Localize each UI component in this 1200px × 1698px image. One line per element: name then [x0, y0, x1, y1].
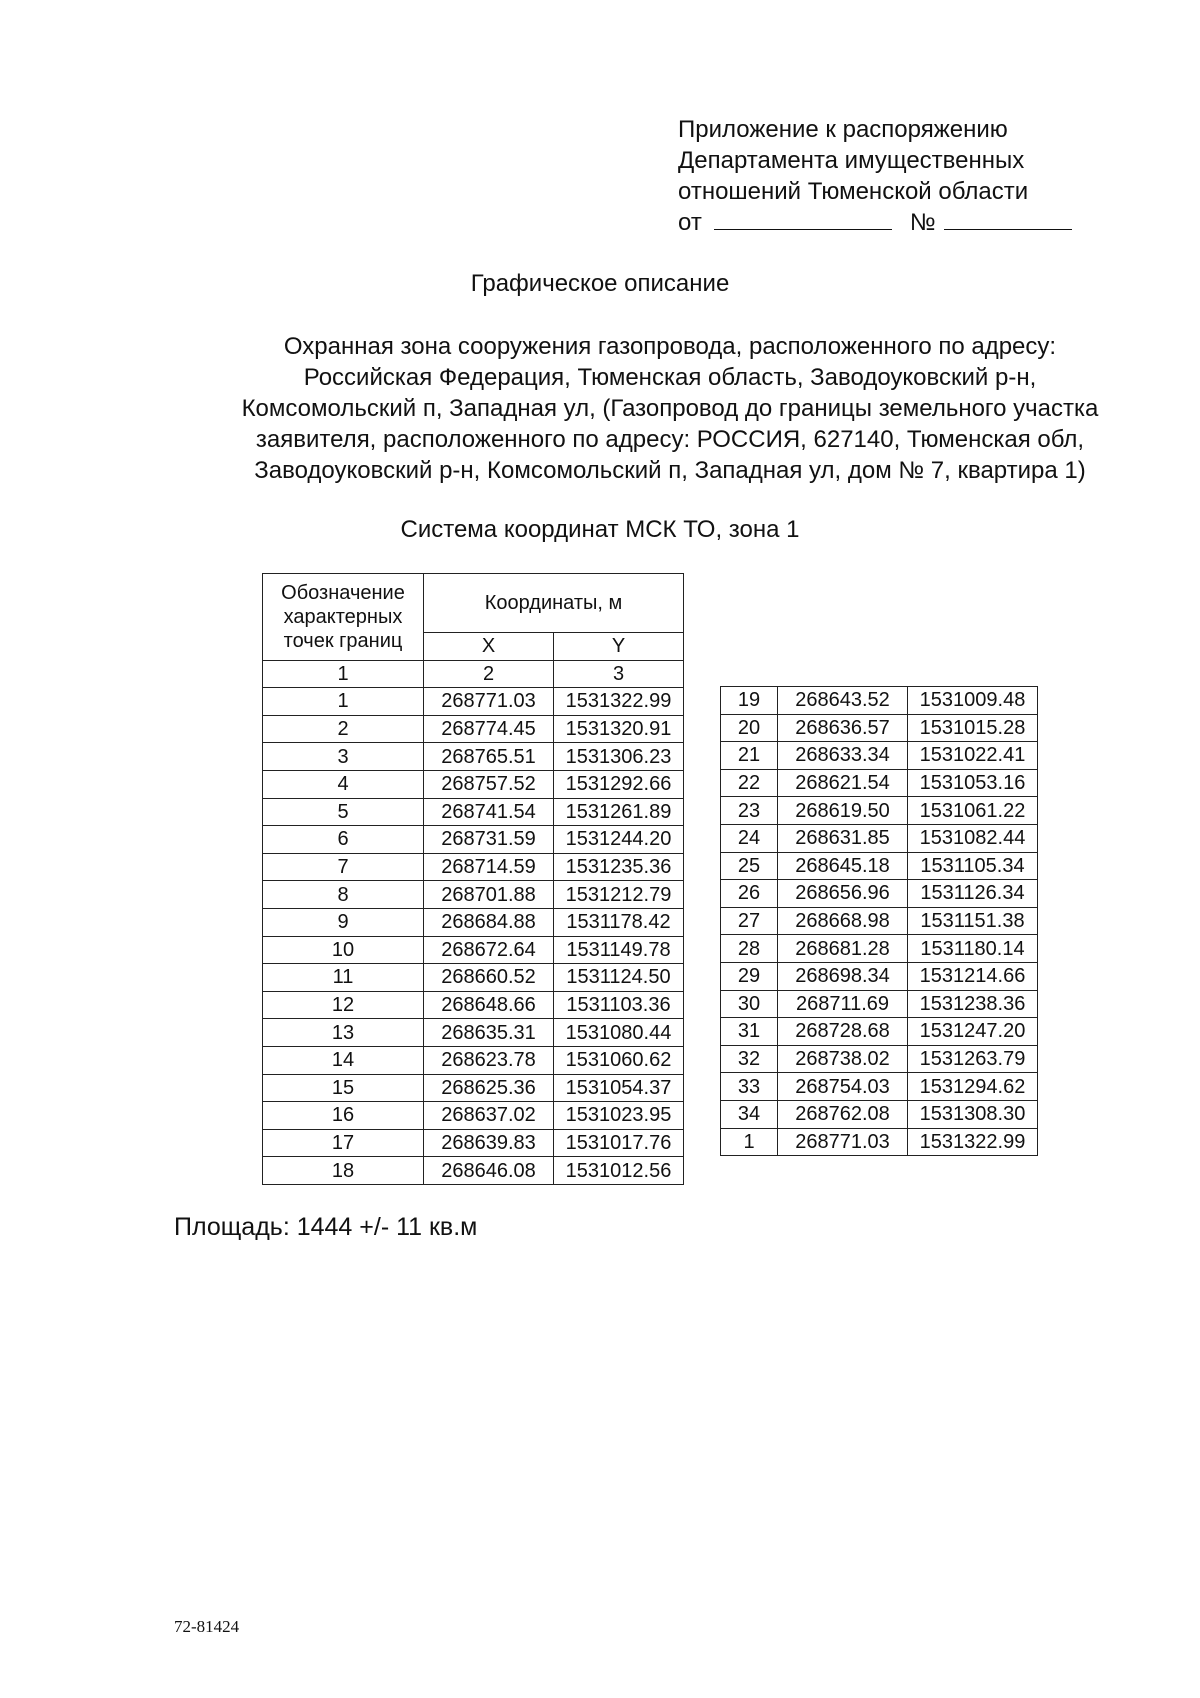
- y-coordinate-cell: 1531060.62: [554, 1046, 684, 1074]
- point-number-cell: 10: [263, 936, 424, 964]
- header-x: X: [424, 633, 554, 661]
- y-coordinate-cell: 1531023.95: [554, 1102, 684, 1130]
- table-row: [721, 1128, 1038, 1156]
- point-number-cell: 24: [721, 824, 778, 852]
- y-coordinate-cell: 1531212.79: [554, 881, 684, 909]
- table-row: [721, 907, 1038, 935]
- point-number-cell: 22: [721, 769, 778, 797]
- point-number-cell: 3: [263, 743, 424, 771]
- y-coordinate-cell: 1531322.99: [908, 1128, 1038, 1156]
- point-number-cell: 27: [721, 907, 778, 935]
- point-number-cell: 32: [721, 1045, 778, 1073]
- point-number-cell: 31: [721, 1018, 778, 1046]
- table-row: [721, 1045, 1038, 1073]
- description-line: Комсомольский п, Западная ул, (Газопровод до границы земельного участка: [241, 395, 1099, 422]
- column-number: 1: [263, 660, 424, 688]
- x-coordinate-cell: 268619.50: [778, 797, 908, 825]
- table-row: [721, 1073, 1038, 1101]
- point-number-cell: 34: [721, 1100, 778, 1128]
- y-coordinate-cell: 1531015.28: [908, 714, 1038, 742]
- point-number-cell: 1: [721, 1128, 778, 1156]
- x-coordinate-cell: 268643.52: [778, 687, 908, 715]
- point-number-cell: 12: [263, 991, 424, 1019]
- x-coordinate-cell: 268771.03: [778, 1128, 908, 1156]
- point-number-cell: 18: [263, 1157, 424, 1185]
- y-coordinate-cell: 1531105.34: [908, 852, 1038, 880]
- y-coordinate-cell: 1531178.42: [554, 908, 684, 936]
- table-row: [721, 962, 1038, 990]
- table-row: [721, 1100, 1038, 1128]
- coordinate-system: Система координат МСК ТО, зона 1: [400, 516, 800, 543]
- table-row: [263, 991, 684, 1019]
- table-row: [721, 714, 1038, 742]
- number-blank: [944, 209, 1072, 230]
- y-coordinate-cell: 1531126.34: [908, 880, 1038, 908]
- point-number-cell: 9: [263, 908, 424, 936]
- x-coordinate-cell: 268762.08: [778, 1100, 908, 1128]
- point-number-cell: 26: [721, 880, 778, 908]
- point-number-cell: 15: [263, 1074, 424, 1102]
- point-number-cell: 21: [721, 742, 778, 770]
- header-coordinates: Координаты, м: [424, 574, 684, 633]
- point-number-cell: 4: [263, 770, 424, 798]
- x-coordinate-cell: 268728.68: [778, 1018, 908, 1046]
- point-number-cell: 11: [263, 964, 424, 992]
- point-number-cell: 17: [263, 1129, 424, 1157]
- table-row: [263, 1157, 684, 1185]
- x-coordinate-cell: 268648.66: [424, 991, 554, 1019]
- y-coordinate-cell: 1531244.20: [554, 826, 684, 854]
- table-row: [721, 797, 1038, 825]
- y-coordinate-cell: 1531308.30: [908, 1100, 1038, 1128]
- y-coordinate-cell: 1531247.20: [908, 1018, 1038, 1046]
- x-coordinate-cell: 268656.96: [778, 880, 908, 908]
- date-prefix: от: [678, 209, 702, 236]
- y-coordinate-cell: 1531320.91: [554, 715, 684, 743]
- coordinates-table: [262, 573, 684, 1185]
- x-coordinate-cell: 268684.88: [424, 908, 554, 936]
- x-coordinate-cell: 268701.88: [424, 881, 554, 909]
- point-number-cell: 5: [263, 798, 424, 826]
- table-row: [263, 1074, 684, 1102]
- table-row: [721, 852, 1038, 880]
- y-coordinate-cell: 1531149.78: [554, 936, 684, 964]
- appendix-header: [678, 114, 1072, 238]
- x-coordinate-cell: 268714.59: [424, 853, 554, 881]
- x-coordinate-cell: 268681.28: [778, 935, 908, 963]
- appendix-date-number-line: [678, 207, 1072, 238]
- y-coordinate-cell: 1531238.36: [908, 990, 1038, 1018]
- point-number-cell: 2: [263, 715, 424, 743]
- x-coordinate-cell: 268633.34: [778, 742, 908, 770]
- point-number-cell: 6: [263, 826, 424, 854]
- appendix-line-2: Департамента имущественных: [678, 147, 1025, 174]
- description-line: Охранная зона сооружения газопровода, расположенного по адресу:: [283, 333, 1057, 360]
- table-row: [263, 688, 684, 716]
- document-code: 72-81424: [174, 1617, 240, 1636]
- point-number-cell: 7: [263, 853, 424, 881]
- x-coordinate-cell: 268731.59: [424, 826, 554, 854]
- x-coordinate-cell: 268637.02: [424, 1102, 554, 1130]
- table-row: [721, 1018, 1038, 1046]
- y-coordinate-cell: 1531322.99: [554, 688, 684, 716]
- table-row: [263, 908, 684, 936]
- x-coordinate-cell: 268668.98: [778, 907, 908, 935]
- y-coordinate-cell: 1531053.16: [908, 769, 1038, 797]
- point-number-cell: 14: [263, 1046, 424, 1074]
- point-number-cell: 29: [721, 962, 778, 990]
- table-row: [263, 1129, 684, 1157]
- table-row: [263, 1019, 684, 1047]
- table-row: [721, 742, 1038, 770]
- y-coordinate-cell: 1531017.76: [554, 1129, 684, 1157]
- table-row: [263, 798, 684, 826]
- x-coordinate-cell: 268774.45: [424, 715, 554, 743]
- description-line: Российская Федерация, Тюменская область, Заводоуковский р-н,: [303, 364, 1037, 391]
- x-coordinate-cell: 268741.54: [424, 798, 554, 826]
- y-coordinate-cell: 1531061.22: [908, 797, 1038, 825]
- y-coordinate-cell: 1531080.44: [554, 1019, 684, 1047]
- point-number-cell: 30: [721, 990, 778, 1018]
- table-row: [263, 1102, 684, 1130]
- table-row: [263, 936, 684, 964]
- column-number: 2: [424, 660, 554, 688]
- point-number-cell: 25: [721, 852, 778, 880]
- point-number-cell: 16: [263, 1102, 424, 1130]
- y-coordinate-cell: 1531306.23: [554, 743, 684, 771]
- header-point-text: Обозначение характерных точек границ: [281, 581, 405, 652]
- y-coordinate-cell: 1531124.50: [554, 964, 684, 992]
- x-coordinate-cell: 268635.31: [424, 1019, 554, 1047]
- y-coordinate-cell: 1531103.36: [554, 991, 684, 1019]
- x-coordinate-cell: 268646.08: [424, 1157, 554, 1185]
- x-coordinate-cell: 268757.52: [424, 770, 554, 798]
- point-number-cell: 20: [721, 714, 778, 742]
- point-number-cell: 23: [721, 797, 778, 825]
- x-coordinate-cell: 268698.34: [778, 962, 908, 990]
- y-coordinate-cell: 1531292.66: [554, 770, 684, 798]
- description-line: заявителя, расположенного по адресу: РОССИЯ, 627140, Тюменская обл,: [255, 426, 1085, 453]
- point-number-cell: 28: [721, 935, 778, 963]
- point-number-cell: 8: [263, 881, 424, 909]
- x-coordinate-cell: 268738.02: [778, 1045, 908, 1073]
- point-number-cell: 13: [263, 1019, 424, 1047]
- table-row: [721, 687, 1038, 715]
- y-coordinate-cell: 1531214.66: [908, 962, 1038, 990]
- date-blank: [714, 209, 892, 230]
- point-number-cell: 19: [721, 687, 778, 715]
- table-row: [263, 1046, 684, 1074]
- table-row: [721, 990, 1038, 1018]
- x-coordinate-cell: 268621.54: [778, 769, 908, 797]
- zone-description: [150, 331, 1190, 486]
- header-point-label: [263, 574, 424, 661]
- x-coordinate-cell: 268645.18: [778, 852, 908, 880]
- table-row: [263, 853, 684, 881]
- x-coordinate-cell: 268771.03: [424, 688, 554, 716]
- x-coordinate-cell: 268623.78: [424, 1046, 554, 1074]
- y-coordinate-cell: 1531012.56: [554, 1157, 684, 1185]
- x-coordinate-cell: 268625.36: [424, 1074, 554, 1102]
- y-coordinate-cell: 1531294.62: [908, 1073, 1038, 1101]
- table-row: [721, 824, 1038, 852]
- header-y: Y: [554, 633, 684, 661]
- table-row: [263, 715, 684, 743]
- y-coordinate-cell: 1531151.38: [908, 907, 1038, 935]
- area-value: Площадь: 1444 +/- 11 кв.м: [174, 1213, 478, 1241]
- appendix-line-3: отношений Тюменской области: [678, 178, 1029, 205]
- y-coordinate-cell: 1531054.37: [554, 1074, 684, 1102]
- y-coordinate-cell: 1531263.79: [908, 1045, 1038, 1073]
- x-coordinate-cell: 268631.85: [778, 824, 908, 852]
- x-coordinate-cell: 268765.51: [424, 743, 554, 771]
- x-coordinate-cell: 268711.69: [778, 990, 908, 1018]
- y-coordinate-cell: 1531261.89: [554, 798, 684, 826]
- table-row: [721, 880, 1038, 908]
- table-row: [721, 769, 1038, 797]
- y-coordinate-cell: 1531180.14: [908, 935, 1038, 963]
- number-sign: №: [909, 209, 936, 236]
- y-coordinate-cell: 1531082.44: [908, 824, 1038, 852]
- table-row: [263, 964, 684, 992]
- x-coordinate-cell: 268639.83: [424, 1129, 554, 1157]
- point-number-cell: 1: [263, 688, 424, 716]
- x-coordinate-cell: 268672.64: [424, 936, 554, 964]
- table-row: [263, 826, 684, 854]
- y-coordinate-cell: 1531022.41: [908, 742, 1038, 770]
- x-coordinate-cell: 268636.57: [778, 714, 908, 742]
- x-coordinate-cell: 268660.52: [424, 964, 554, 992]
- table-row: [263, 770, 684, 798]
- x-coordinate-cell: 268754.03: [778, 1073, 908, 1101]
- document-title: Графическое описание: [470, 270, 730, 297]
- coordinates-table-continued: [720, 686, 1038, 1156]
- y-coordinate-cell: 1531009.48: [908, 687, 1038, 715]
- table-row: [263, 881, 684, 909]
- column-number: 3: [554, 660, 684, 688]
- appendix-line-1: Приложение к распоряжению: [678, 116, 1008, 143]
- description-line: Заводоуковский р-н, Комсомольский п, Западная ул, дом № 7, квартира 1): [254, 457, 1086, 484]
- table-row: [721, 935, 1038, 963]
- point-number-cell: 33: [721, 1073, 778, 1101]
- y-coordinate-cell: 1531235.36: [554, 853, 684, 881]
- table-row: [263, 743, 684, 771]
